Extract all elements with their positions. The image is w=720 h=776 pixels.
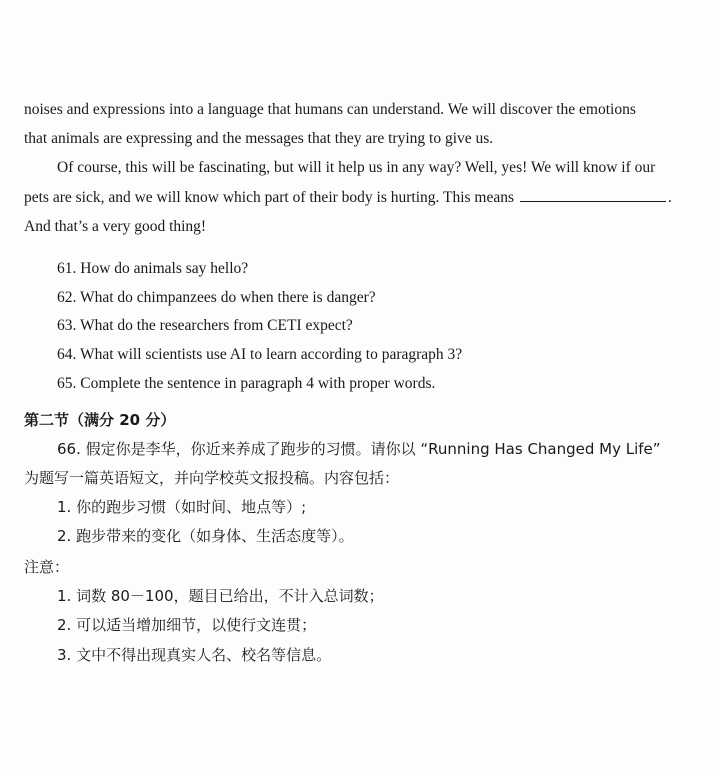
answer-blank bbox=[520, 187, 666, 202]
passage-line-3: Of course, this will be fascinating, but will it help us in any way? Well, yes! We will know if our bbox=[57, 159, 656, 176]
note-1: 1. 词数 80－100，题目已给出，不计入总词数； bbox=[57, 587, 384, 605]
note-3: 3. 文中不得出现真实人名、校名等信息。 bbox=[57, 646, 332, 664]
question-62: 62. What do chimpanzees do when there is danger? bbox=[57, 289, 376, 306]
writing-task-line-2: 为题写一篇英语短文，并向学校英文报投稿。内容包括： bbox=[24, 469, 400, 487]
content-item-1: 1. 你的跑步习惯（如时间、地点等）; bbox=[57, 498, 307, 516]
question-64: 64. What will scientists use AI to learn according to paragraph 3? bbox=[57, 346, 463, 363]
section-2-heading: 第二节（满分 20 分） bbox=[24, 411, 176, 429]
passage-line-4 bbox=[24, 187, 672, 208]
passage-line-4-text: pets are sick, and we will know which part of their body is hurting. This means bbox=[24, 189, 515, 206]
passage-line-5: And that’s a very good thing! bbox=[24, 218, 207, 235]
question-65: 65. Complete the sentence in paragraph 4 with proper words. bbox=[57, 375, 436, 392]
passage-line-4-end: . bbox=[668, 189, 672, 206]
content-item-2: 2. 跑步带来的变化（如身体、生活态度等）。 bbox=[57, 527, 354, 545]
note-2: 2. 可以适当增加细节，以使行文连贯； bbox=[57, 616, 317, 634]
notes-label: 注意： bbox=[24, 558, 70, 576]
passage-line-1: noises and expressions into a language that humans can understand. We will discover the emotions bbox=[24, 101, 636, 118]
question-63: 63. What do the researchers from CETI expect? bbox=[57, 317, 353, 334]
question-61: 61. How do animals say hello? bbox=[57, 260, 249, 277]
writing-task-line-1: 66. 假定你是李华，你近来养成了跑步的习惯。请你以 “Running Has Changed My Life” bbox=[57, 440, 661, 458]
passage-line-2: that animals are expressing and the messages that they are trying to give us. bbox=[24, 130, 494, 147]
